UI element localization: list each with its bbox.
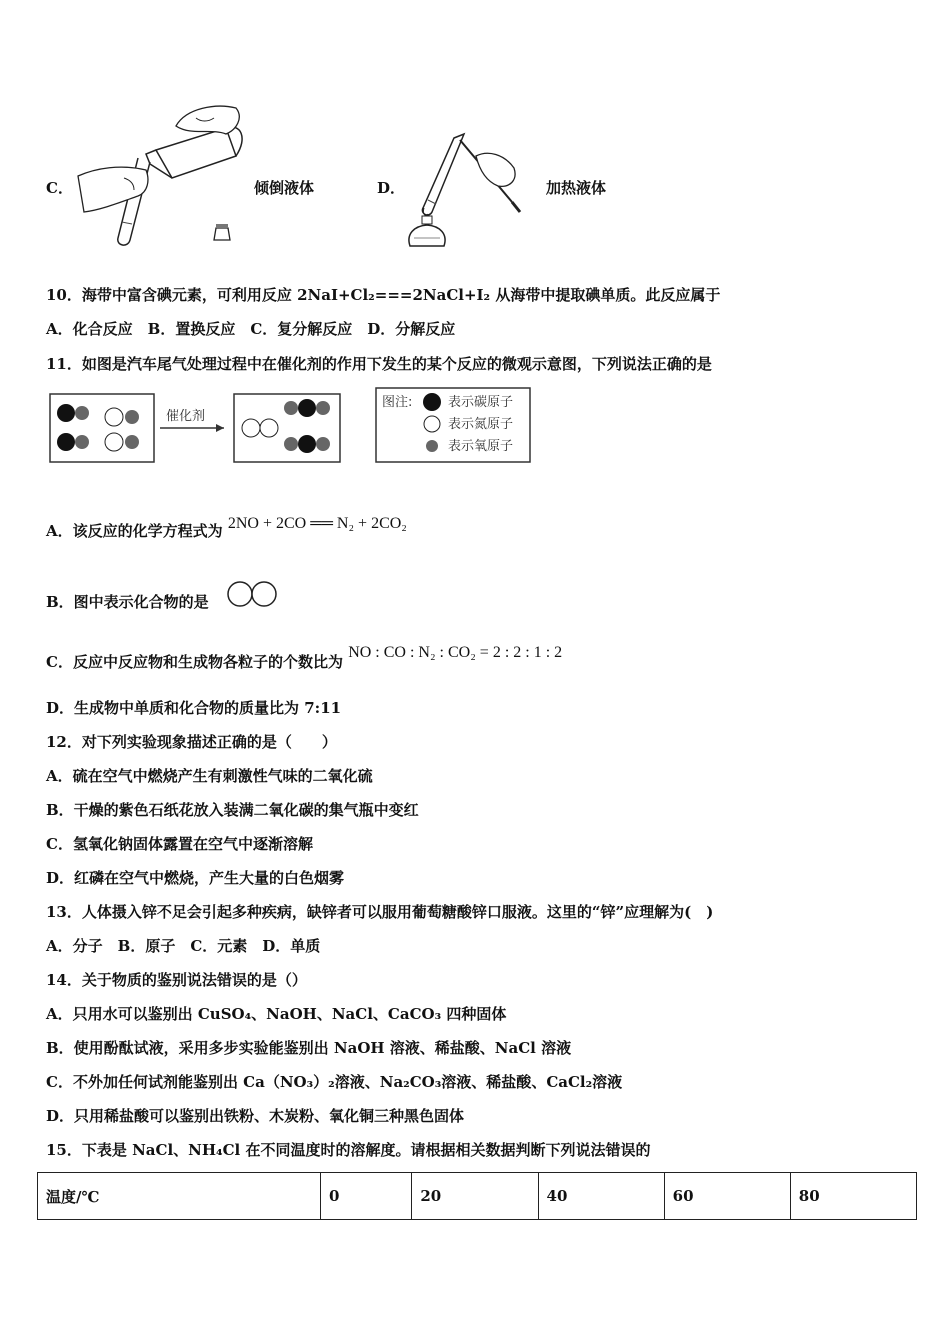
question-14-stem: 14．关于物质的鉴别说法错误的是（） — [46, 971, 307, 989]
option-b-text: B．图中表示化合物的是 — [46, 593, 209, 611]
table-cell: 60 — [664, 1173, 790, 1220]
question-10-stem: 10．海带中富含碘元素，可利用反应 2NaI+Cl₂===2NaCl+I₂ 从海带中提取碘单质。此反应属于 — [46, 286, 721, 304]
n2-molecule-n — [260, 419, 278, 437]
co2-molecule-o — [316, 437, 330, 451]
q9-option-d-label: D． — [377, 179, 406, 197]
question-14-option-d: D．只用稀盐酸可以鉴别出铁粉、木炭粉、氧化铜三种黑色固体 — [46, 1107, 465, 1125]
question-15-stem: 15．下表是 NaCl、NH₄Cl 在不同温度时的溶解度。请根据相关数据判断下列说法错误的 — [46, 1141, 651, 1159]
question-11-option-d: D．生成物中单质和化合物的质量比为 7:11 — [46, 699, 342, 717]
solubility-table — [37, 1172, 917, 1220]
question-12-option-b: B．干燥的紫色石纸花放入装满二氧化碳的集气瓶中变红 — [46, 801, 419, 819]
option-c-ratio: NO : CO : N₂ : CO₂ = 2 : 2 : 1 : 2 — [348, 644, 563, 661]
legend-carbon-icon — [423, 393, 441, 411]
no-molecule-n — [105, 408, 123, 426]
co2-molecule-c — [298, 435, 316, 453]
co-molecule-o — [75, 435, 89, 449]
co2-molecule-o — [316, 401, 330, 415]
question-13-stem: 13．人体摄入锌不足会引起多种疾病，缺锌者可以服用葡萄糖酸锌口服液。这里的“锌”应理解为( ) — [46, 903, 714, 921]
table-cell: 20 — [412, 1173, 538, 1220]
question-12-option-c: C．氢氧化钠固体露置在空气中逐渐溶解 — [46, 835, 313, 853]
question-10-options: A．化合反应 B．置换反应 C．复分解反应 D．分解反应 — [46, 320, 456, 338]
heating-liquid-illustration — [402, 130, 532, 250]
question-12-stem: 12．对下列实验现象描述正确的是（ ） — [46, 733, 337, 751]
no-molecule-n — [105, 433, 123, 451]
option-a-text: A．该反应的化学方程式为 — [46, 522, 223, 540]
question-14-option-c: C．不外加任何试剂能鉴别出 Ca（NO₃）₂溶液、Na₂CO₃溶液、稀盐酸、CaCl₂溶液 — [46, 1073, 623, 1091]
question-12-option-a: A．硫在空气中燃烧产生有刺激性气味的二氧化硫 — [46, 767, 373, 785]
question-14-option-a: A．只用水可以鉴别出 CuSO₄、NaOH、NaCl、CaCO₃ 四种固体 — [46, 1005, 507, 1023]
table-row — [38, 1173, 917, 1220]
option-c-text: C．反应中反应物和生成物各粒子的个数比为 — [46, 653, 343, 671]
n2-molecule-icon — [226, 580, 280, 608]
no-molecule-o — [125, 435, 139, 449]
co-molecule-c — [57, 404, 75, 422]
legend-nitrogen-text: 表示氮原子 — [448, 417, 514, 432]
catalyst-label: 催化剂 — [166, 409, 206, 424]
table-cell: 40 — [538, 1173, 664, 1220]
q9-option-c-text: 倾倒液体 — [254, 179, 315, 197]
legend-oxygen-icon — [426, 440, 438, 452]
question-11-stem: 11．如图是汽车尾气处理过程中在催化剂的作用下发生的某个反应的微观示意图，下列说法正确的是 — [46, 355, 712, 373]
no-molecule-o — [125, 410, 139, 424]
pouring-liquid-illustration — [76, 98, 252, 248]
co2-molecule-c — [298, 399, 316, 417]
legend-oxygen-text: 表示氧原子 — [448, 439, 514, 454]
question-11-option-c — [46, 644, 563, 673]
co-molecule-o — [75, 406, 89, 420]
table-cell: 温度/℃ — [38, 1173, 321, 1220]
table-cell: 0 — [321, 1173, 412, 1220]
option-a-equation: 2NO + 2CO ══ N₂ + 2CO₂ — [227, 515, 407, 532]
co-molecule-c — [57, 433, 75, 451]
legend-title: 图注: — [382, 395, 413, 410]
co2-molecule-o — [284, 437, 298, 451]
legend-carbon-text: 表示碳原子 — [448, 395, 514, 410]
q9-option-d-text: 加热液体 — [546, 179, 607, 197]
q9-option-c-label: C． — [46, 179, 73, 197]
legend-nitrogen-icon — [424, 416, 440, 432]
question-14-option-b: B．使用酚酞试液，采用多步实验能鉴别出 NaOH 溶液、稀盐酸、NaCl 溶液 — [46, 1039, 572, 1057]
table-cell: 80 — [790, 1173, 916, 1220]
reaction-micro-diagram — [48, 386, 538, 466]
question-13-options: A．分子 B．原子 C．元素 D．单质 — [46, 937, 321, 955]
question-12-option-d: D．红磷在空气中燃烧，产生大量的白色烟雾 — [46, 869, 345, 887]
n2-molecule-n — [242, 419, 260, 437]
question-11-option-b — [46, 592, 209, 612]
co2-molecule-o — [284, 401, 298, 415]
question-11-option-a — [46, 515, 407, 542]
